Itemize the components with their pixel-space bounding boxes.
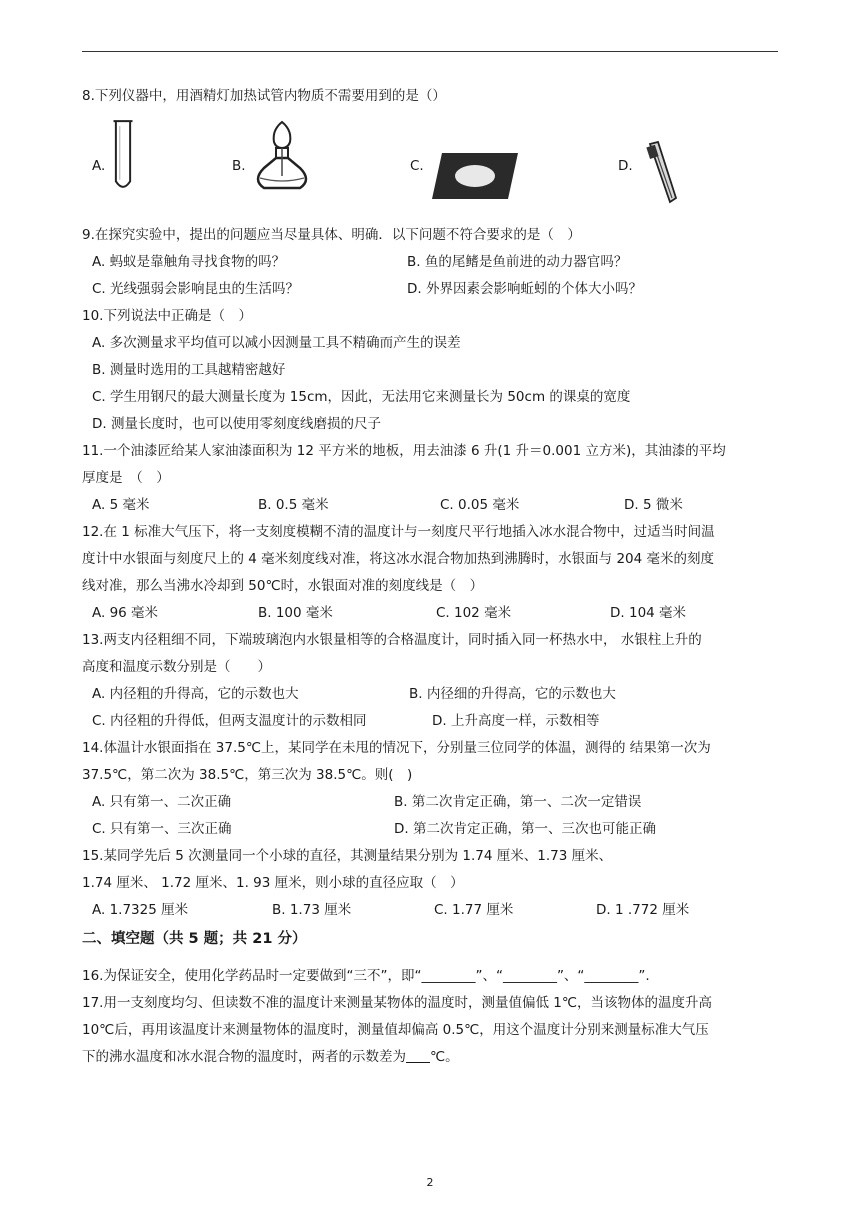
q8-option-c-label[interactable]: C. [410,158,424,174]
q14-option-c[interactable]: C. 只有第一、三次正确 [92,821,232,837]
q8-option-b-label[interactable]: B. [232,158,246,174]
q9-stem: 9.在探究实验中，提出的问题应当尽量具体、明确．以下问题不符合要求的是（ ） [82,227,581,243]
test-tube-icon [110,118,136,194]
q17-stem-line2: 10℃后，再用该温度计来测量物体的温度时，测量值却偏高 0.5℃，用这个温度计分别来测量标准大气压 [82,1022,709,1038]
q11-option-b[interactable]: B. 0.5 毫米 [258,497,329,513]
q13-option-b[interactable]: B. 内径细的升得高，它的示数也大 [409,686,616,702]
q10-option-c[interactable]: C. 学生用钢尺的最大测量长度为 15cm，因此，无法用它来测量长为 50cm 的课桌的宽度 [92,389,631,405]
q8-option-a-label[interactable]: A. [92,158,106,174]
q13-option-d[interactable]: D. 上升高度一样，示数相等 [432,713,600,729]
q12-stem-line2: 度计中水银面与刻度尺上的 4 毫米刻度线对准，将这冰水混合物加热到沸腾时，水银面与 204 毫米的刻度 [82,551,715,567]
section-2-heading: 二、填空题（共 5 题；共 21 分） [82,931,307,947]
q14-option-a[interactable]: A. 只有第一、二次正确 [92,794,232,810]
q15-stem-line1: 15.某同学先后 5 次测量同一个小球的直径，其测量结果分别为 1.74 厘米、1.73 厘米、 [82,848,613,864]
q9-option-b[interactable]: B. 鱼的尾鳍是鱼前进的动力器官吗？ [407,254,628,270]
q14-option-d[interactable]: D. 第二次肯定正确，第一、三次也可能正确 [394,821,656,837]
q12-stem-line1: 12.在 1 标准大气压下，将一支刻度模糊不清的温度计与一刻度尺平行地插入冰水混合物中，过适当时间温 [82,524,715,540]
q17-stem-line3-text: 下的沸水温度和冰水混合物的温度时，两者的示数差为 [82,1049,406,1065]
q12-stem-line3: 线对准，那么当沸水冷却到 50℃时，水银面对准的刻度线是（ ） [82,578,484,594]
q17-stem-line1: 17.用一支刻度均匀、但读数不准的温度计来测量某物体的温度时，测量值偏低 1℃，当该物体的温度升高 [82,995,713,1011]
q8-stem: 8.下列仪器中，用酒精灯加热试管内物质不需要用到的是（） [82,88,446,104]
q13-stem-line1: 13.两支内径粗细不同，下端玻璃泡内水银量相等的合格温度计，同时插入同一杯热水中， 水银柱上升的 [82,632,702,648]
q8-option-d-label[interactable]: D. [618,158,633,174]
q11-stem-line1: 11.一个油漆匠给某人家油漆面积为 12 平方米的地板，用去油漆 6 升(1 升＝0.001 立方米)，其油漆的平均 [82,443,726,459]
q17-unit: ℃。 [430,1049,459,1065]
q10-option-b[interactable]: B. 测量时选用的工具越精密越好 [92,362,286,378]
q9-option-a[interactable]: A. 蚂蚁是靠触角寻找食物的吗？ [92,254,286,270]
asbestos-gauze-icon [430,138,520,214]
q16-stem: 16.为保证安全，使用化学药品时一定要做到“三不”，即“________”、“________”、“________”. [82,968,650,984]
q9-option-c[interactable]: C. 光线强弱会影响昆虫的生活吗？ [92,281,300,297]
q13-option-a[interactable]: A. 内径粗的升得高，它的示数也大 [92,686,299,702]
q15-option-a[interactable]: A. 1.7325 厘米 [92,902,189,918]
q12-option-b[interactable]: B. 100 毫米 [258,605,333,621]
header-rule [82,51,778,52]
q15-option-b[interactable]: B. 1.73 厘米 [272,902,352,918]
q15-option-c[interactable]: C. 1.77 厘米 [434,902,514,918]
alcohol-lamp-icon [250,118,314,194]
q11-option-c[interactable]: C. 0.05 毫米 [440,497,520,513]
q17-stem-line3 [82,1047,459,1067]
q9-option-d[interactable]: D. 外界因素会影响蚯蚓的个体大小吗？ [407,281,642,297]
q10-option-a[interactable]: A. 多次测量求平均值可以减小因测量工具不精确而产生的误差 [92,335,461,351]
q10-option-d[interactable]: D. 测量长度时，也可以使用零刻度线磨损的尺子 [92,416,381,432]
q11-option-d[interactable]: D. 5 微米 [624,497,683,513]
q11-option-a[interactable]: A. 5 毫米 [92,497,150,513]
q15-option-d[interactable]: D. 1 .772 厘米 [596,902,690,918]
page-number: 2 [426,1176,434,1189]
q11-stem-line2: 厚度是 （ ） [82,470,170,486]
q13-stem-line2: 高度和温度示数分别是（ ） [82,659,271,675]
q14-stem-line1: 14.体温计水银面指在 37.5℃上，某同学在未甩的情况下，分别量三位同学的体温，测得的 结果第一次为 [82,740,711,756]
q10-stem: 10.下列说法中正确是（ ） [82,308,252,324]
q14-stem-line2: 37.5℃，第二次为 38.5℃，第三次为 38.5℃。则( ) [82,767,413,783]
q17-answer-blank[interactable] [406,1048,430,1063]
q12-option-d[interactable]: D. 104 毫米 [610,605,687,621]
q12-option-a[interactable]: A. 96 毫米 [92,605,159,621]
q14-option-b[interactable]: B. 第二次肯定正确，第一、二次一定错误 [394,794,642,810]
q13-option-c[interactable]: C. 内径粗的升得低，但两支温度计的示数相同 [92,713,367,729]
q12-option-c[interactable]: C. 102 毫米 [436,605,512,621]
q15-stem-line2: 1.74 厘米、 1.72 厘米、1. 93 厘米，则小球的直径应取（ ） [82,875,464,891]
test-tube-holder-icon [644,134,680,210]
